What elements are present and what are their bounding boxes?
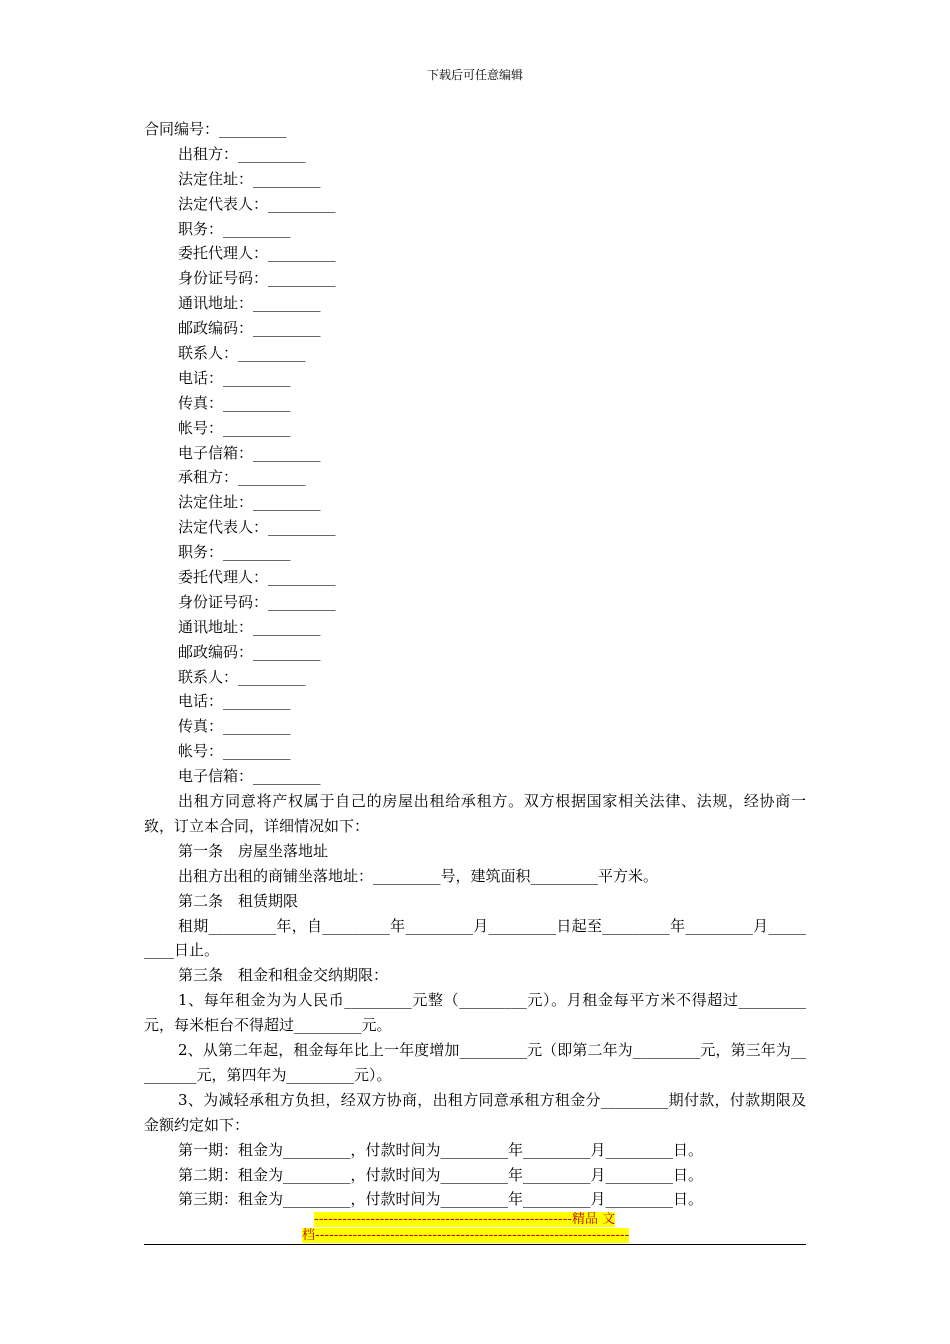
lessee-account: 帐号：_________	[178, 742, 291, 761]
lessor-id-number: 身份证号码：_________	[178, 269, 336, 288]
lessee-address: 法定住址：_________	[178, 493, 321, 512]
article-3-item-2: 2、从第二年起，租金每年比上一年度增加_________元（即第二年为_________元，第三年为_________元，第四年为_________元）。	[144, 1041, 806, 1084]
lessee-postcode: 邮政编码：_________	[178, 642, 321, 661]
lessor-fax: 传真：_________	[178, 393, 291, 412]
lessee-name: 承租方：_________	[178, 468, 306, 487]
lessee-id-number: 身份证号码：_________	[178, 592, 336, 611]
footer-divider	[144, 1244, 806, 1245]
lessee-email: 电子信箱：_________	[178, 767, 321, 786]
installment-3: 第三期：租金为_________，付款时间为_________年_________月_________日。	[178, 1190, 704, 1209]
lessee-agent: 委托代理人：_________	[178, 568, 336, 587]
contract-body	[144, 117, 806, 1212]
article-3-item-1: 1、每年租金为为人民币_________元整（_________元）。月租金每平方米不得超过_________元，每米柜台不得超过_________元。	[144, 991, 806, 1035]
article-2-body: 租期_________年，自_________年_________月_________日起至_________年_________月_________日止。	[144, 916, 806, 960]
lessee-phone: 电话：_________	[178, 692, 291, 711]
lessor-agent: 委托代理人：_________	[178, 244, 336, 263]
lessor-mail-address: 通讯地址：_________	[178, 294, 321, 313]
installment-1: 第一期：租金为_________，付款时间为_________年_________月_________日。	[178, 1140, 704, 1159]
lessor-position: 职务：_________	[178, 219, 291, 238]
footer-line-1: -------------------------------------------------------精品 文	[314, 1212, 616, 1227]
article-2-title: 第二条 租赁期限	[178, 891, 299, 910]
intro-paragraph: 出租方同意将产权属于自己的房屋出租给承租方。双方根据国家相关法律、法规，经协商一致，订立本合同，详细情况如下：	[144, 792, 806, 835]
lessor-email: 电子信箱：_________	[178, 443, 321, 462]
page-header: 下载后可任意编辑	[426, 68, 523, 82]
contract-number: 合同编号：_________	[144, 120, 287, 138]
installment-2: 第二期：租金为_________，付款时间为_________年_________月_________日。	[178, 1165, 704, 1184]
lessor-name: 出租方：_________	[178, 144, 306, 163]
lessor-phone: 电话：_________	[178, 368, 291, 387]
lessee-mail-address: 通讯地址：_________	[178, 617, 321, 636]
lessee-fax: 传真：_________	[178, 717, 291, 736]
footer-line-2: 档-------------------------------------------------------------------	[302, 1228, 630, 1243]
article-1-body: 出租方出租的商铺坐落地址：_________号，建筑面积_________平方米。	[178, 866, 659, 885]
lessee-legal-rep: 法定代表人：_________	[178, 518, 336, 537]
lessee-contact: 联系人：_________	[178, 667, 306, 686]
article-3-title: 第三条 租金和租金交纳期限：	[178, 966, 389, 985]
lessee-position: 职务：_________	[178, 543, 291, 562]
article-1-title: 第一条 房屋坐落地址	[178, 841, 329, 860]
lessor-address: 法定住址：_________	[178, 169, 321, 188]
lessor-account: 帐号：_________	[178, 418, 291, 437]
lessor-contact: 联系人：_________	[178, 344, 306, 363]
lessor-postcode: 邮政编码：_________	[178, 319, 321, 338]
lessor-legal-rep: 法定代表人：_________	[178, 194, 336, 213]
article-3-item-3: 3、为减轻承租方负担，经双方协商，出租方同意承租方租金分_________期付款，付款期限及金额约定如下：	[144, 1090, 806, 1134]
